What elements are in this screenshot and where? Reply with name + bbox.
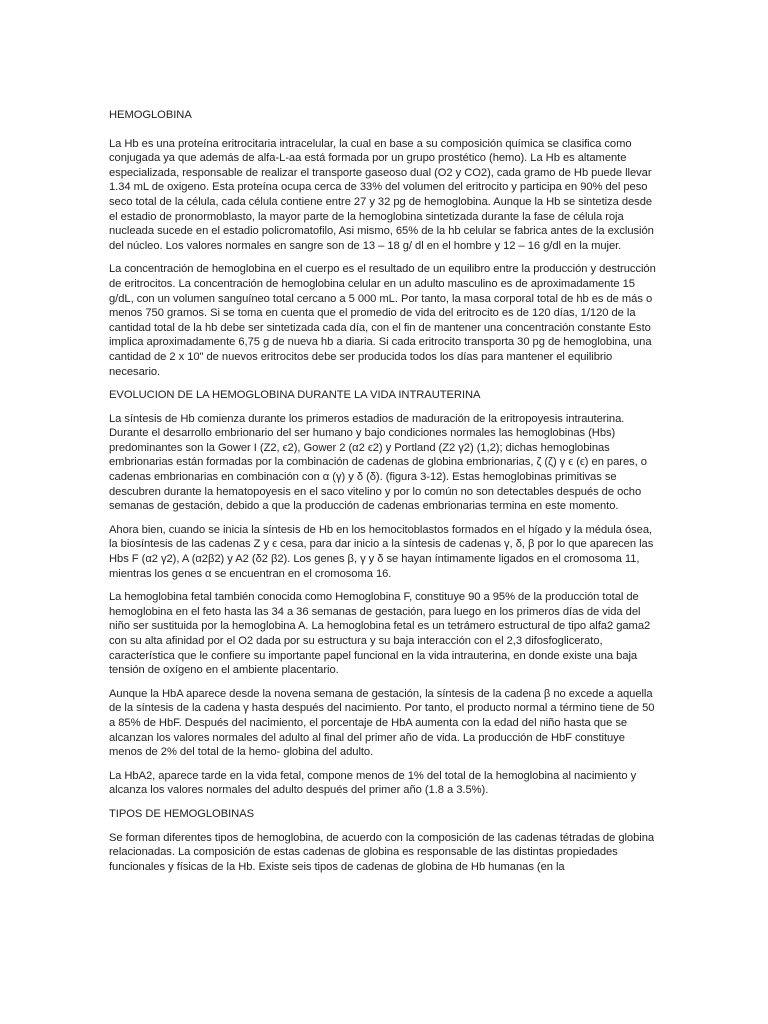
- paragraph-hba: Aunque la HbA aparece desde la novena semana de gestación, la síntesis de la cadena β no excede a aquella de la síntesis de la cadena γ hasta después del nacimiento. Por tanto, el producto normal a término tiene de 50 a 85% de HbF. Después del nacimiento, el porcentaje de HbA aumenta con la edad del niño hasta que se alcanzan los valores normales del adulto al final del primer año de vida. La producción de HbF constituye menos de 2% del total de la hemo- globina del adulto.: [109, 687, 655, 759]
- paragraph-hemoglobina-fetal: La hemoglobina fetal también conocida como Hemoglobina F, constituye 90 a 95% de la producción total de hemoglobina en el feto hasta las 34 a 36 semanas de gestación, para luego en los primeros días de vida del niño ser sustituida por la hemoglobina A. La hemoglobina fetal es un tetrámero estructural de tipo alfa2 gama2 con su alta afinidad por el O2 dada por su estructura y su baja interacción con el 2,3 difosfoglicerato, característica que le confiere su importante papel funcional en la vida intrauterina, en donde existe una baja tensión de oxígeno en el ambiente placentario.: [109, 591, 651, 677]
- paragraph-hb-concentration: La concentración de hemoglobina en el cuerpo es el resultado de un equilibro entre la producción y destrucción de eritrocitos. La concentración de hemoglobina celular en un adulto masculino es de aproximadamente 15 g/dL, con un volumen sanguíneo total cercano a 5 000 mL. Por tanto, la masa corporal total de hb es de más o menos 750 gramos. Si se toma en cuenta que el promedio de vida del eritrocito es de 120 días, 1/120 de la cantidad total de la hb debe ser sintetizada cada día, con el fin de mantener una concentración constante Esto implica aproximadamente 6,75 g de nueva hb a diaria. Si cada eritrocito transporta 30 pg de hemoglobina, una cantidad de 2 x 10" de nuevos eritrocitos debe ser producida todos los días para mantener el equilibrio necesario.: [109, 263, 656, 378]
- document-title: HEMOGLOBINA: [109, 109, 192, 121]
- document-body: [109, 108, 657, 883]
- section-heading-evolucion: EVOLUCION DE LA HEMOGLOBINA DURANTE LA VIDA INTRAUTERINA: [109, 389, 481, 402]
- paragraph-hba2: La HbA2, aparece tarde en la vida fetal, compone menos de 1% del total de la hemoglobina al nacimiento y alcanza los valores normales del adulto después del primer año (1.8 a 3.5%).: [109, 769, 637, 797]
- paragraph-sintesis-embrionaria: La síntesis de Hb comienza durante los primeros estadios de maduración de la eritropoyesis intrauterina. Durante el desarrollo embrionario del ser humano y bajo condiciones normales las hemoglobinas (Hbs) predominantes son la Gower I (Z2, ϵ2), Gower 2 (α2 ϵ2) y Portland (Z2 γ2) (1,2); dichas hemoglobinas embrionarias están formadas por la combinación de cadenas de globina embrionarias, ζ (ζ) γ ϵ (ϵ) en pares, o cadenas embrionarias en combinación con α (γ) y δ (δ). (figura 3-12). Estas hemoglobinas primitivas se descubren durante la hematopoyesis en el saco vitelino y por lo común no son detectables después de ocho semanas de gestación, debido a que la producción de cadenas embrionarias termina en este momento.: [109, 412, 647, 513]
- section-heading-tipos: TIPOS DE HEMOGLOBINAS: [109, 807, 255, 820]
- paragraph-hemocitoblastos: Ahora bien, cuando se inicia la síntesis de Hb en los hemocitoblastos formados en el hígado y la médula ósea, la biosíntesis de las cadenas Z y ϵ cesa, para dar inicio a la síntesis de cadenas γ, δ, β por lo que aparecen las Hbs F (α2 γ2), A (α2β2) y A2 (δ2 β2). Los genes β, γ y δ se hayan íntimamente ligados en el cromosoma 11, mientras los genes α se encuentran en el cromosoma 16.: [109, 523, 654, 580]
- paragraph-tipos-hemoglobina: Se forman diferentes tipos de hemoglobina, de acuerdo con la composición de las cadenas tétradas de globina relacionadas. La composición de estas cadenas de globina es responsable de las distintas propiedades funcionales y físicas de la Hb. Existe seis tipos de cadenas de globina de Hb humanas (en la: [109, 831, 655, 873]
- paragraph-hb-definition: La Hb es una proteína eritrocitaria intracelular, la cual en base a su composición química se clasifica como conjugada ya que además de alfa-L-aa está formada por un grupo prostético (hemo). La Hb es altamente especializada, responsable de realizar el transporte gaseoso dual (O2 y CO2), cada gramo de Hb puede llevar 1.34 mL de oxigeno. Esta proteína ocupa cerca de 33% del volumen del eritrocito y participa en 90% del peso seco total de la célula, cada célula contiene entre 27 y 32 pg de hemoglobina. Aunque la Hb se sintetiza desde el estadio de pronormoblasto, la mayor parte de la hemoglobina sintetizada durante la fase de célula roja nucleada sucede en el estadio policromatofilo, Asi mismo, 65% de la hb celular se fabrica antes de la exclusión del núcleo. Los valores normales en sangre son de 13 – 18 g/ dl en el hombre y 12 – 16 g/dl en la mujer.: [109, 137, 654, 252]
